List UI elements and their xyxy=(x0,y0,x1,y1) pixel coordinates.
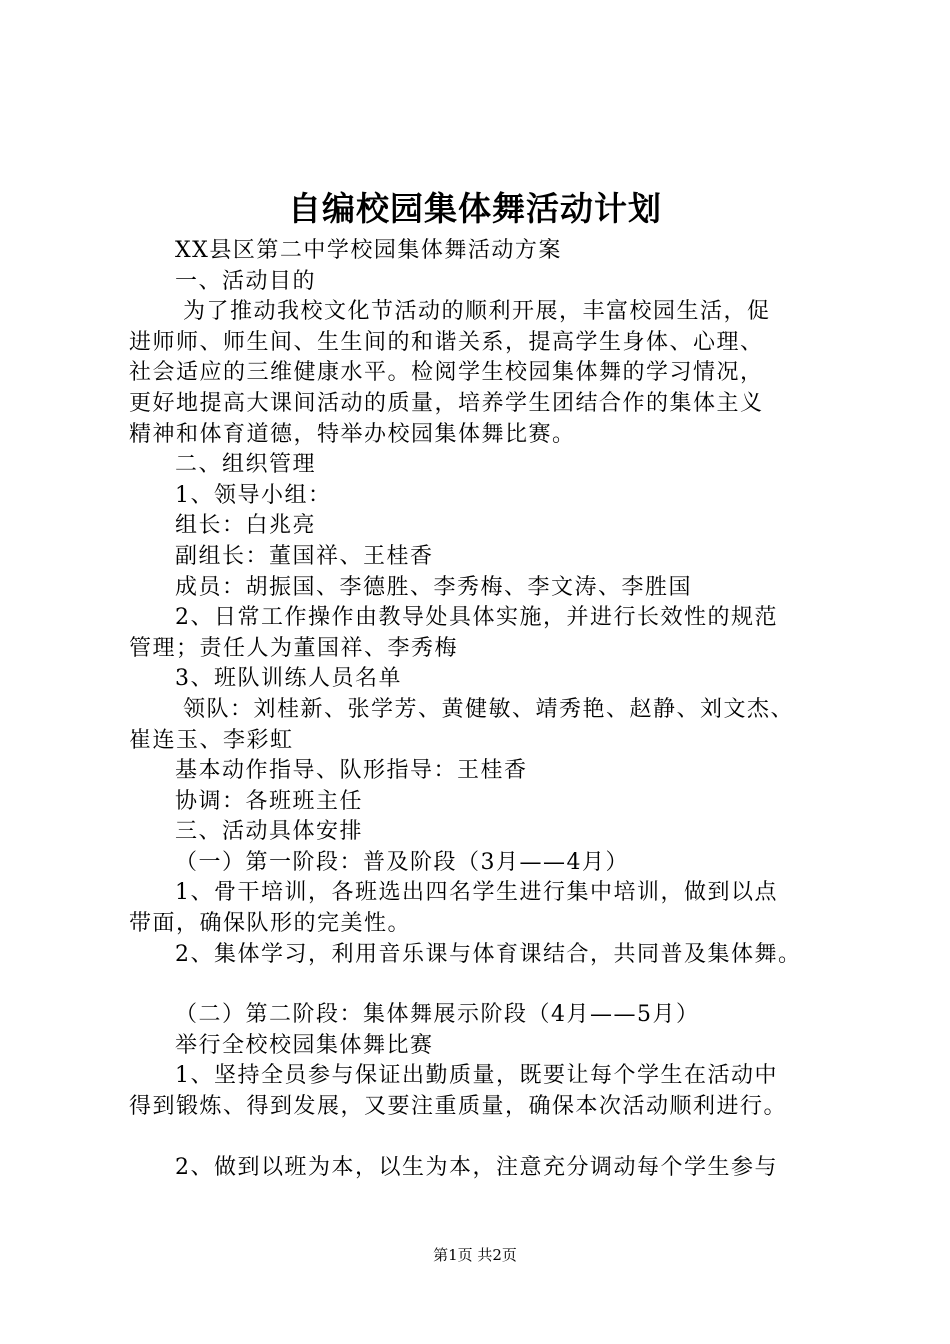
subsection-heading: （二）第二阶段：集体舞展示阶段（4月——5月） xyxy=(175,1002,700,1028)
paragraph-line: 社会适应的三维健康水平。检阅学生校园集体舞的学习情况， xyxy=(129,360,764,386)
paragraph-line: 为了推动我校文化节活动的顺利开展，丰富校园生活，促 xyxy=(183,299,771,325)
paragraph-line: 进师师、师生间、生生间的和谐关系，提高学生身体、心理、 xyxy=(129,329,764,355)
page-footer: 第1页 共2页 xyxy=(433,1246,517,1264)
paragraph-line: 副组长：董国祥、王桂香 xyxy=(175,543,434,569)
paragraph-line: 成员：胡振国、李德胜、李秀梅、李文涛、李胜国 xyxy=(175,574,693,600)
document-title: 自编校园集体舞活动计划 xyxy=(288,189,662,228)
paragraph-line: 带面，确保队形的完美性。 xyxy=(129,911,412,937)
paragraph-line: 领队：刘桂新、张学芳、黄健敏、靖秀艳、赵静、刘文杰、 xyxy=(183,696,795,722)
paragraph-line: 更好地提高大课间活动的质量，培养学生团结合作的集体主义 xyxy=(129,390,764,416)
paragraph-line: 得到锻炼、得到发展，又要注重质量，确保本次活动顺利进行。 xyxy=(129,1094,788,1120)
document-body xyxy=(129,236,834,1183)
section-heading: 一、活动目的 xyxy=(175,268,317,294)
subsection-heading: （一）第一阶段：普及阶段（3月——4月） xyxy=(175,849,629,875)
paragraph-gap xyxy=(129,1123,834,1153)
paragraph-line: 2、集体学习，利用音乐课与体育课结合，共同普及集体舞。 xyxy=(175,941,802,967)
paragraph-line: 协调：各班班主任 xyxy=(175,788,364,814)
paragraph-line: 举行全校校园集体舞比赛 xyxy=(175,1032,434,1058)
paragraph-line: 2、做到以班为本，以生为本，注意充分调动每个学生参与 xyxy=(175,1154,778,1180)
paragraph-line: 1、坚持全员参与保证出勤质量，既要让每个学生在活动中 xyxy=(175,1063,778,1089)
paragraph-line: 组长：白兆亮 xyxy=(175,513,317,539)
paragraph-line: 1、骨干培训，各班选出四名学生进行集中培训，做到以点 xyxy=(175,880,778,906)
paragraph-line: 基本动作指导、队形指导：王桂香 xyxy=(175,758,528,784)
paragraph-line: 崔连玉、李彩虹 xyxy=(129,727,294,753)
paragraph-line: 2、日常工作操作由教导处具体实施，并进行长效性的规范 xyxy=(175,605,778,631)
paragraph-gap xyxy=(129,970,834,1000)
paragraph-line: 管理；责任人为董国祥、李秀梅 xyxy=(129,635,459,661)
paragraph-line: 精神和体育道德，特举办校园集体舞比赛。 xyxy=(129,421,576,447)
section-heading: 三、活动具体安排 xyxy=(175,819,364,845)
paragraph-line: 1、领导小组： xyxy=(175,482,332,508)
paragraph-line: 3、班队训练人员名单 xyxy=(175,666,402,692)
paragraph-line: XX县区第二中学校园集体舞活动方案 xyxy=(175,238,562,263)
section-heading: 二、组织管理 xyxy=(175,452,317,478)
